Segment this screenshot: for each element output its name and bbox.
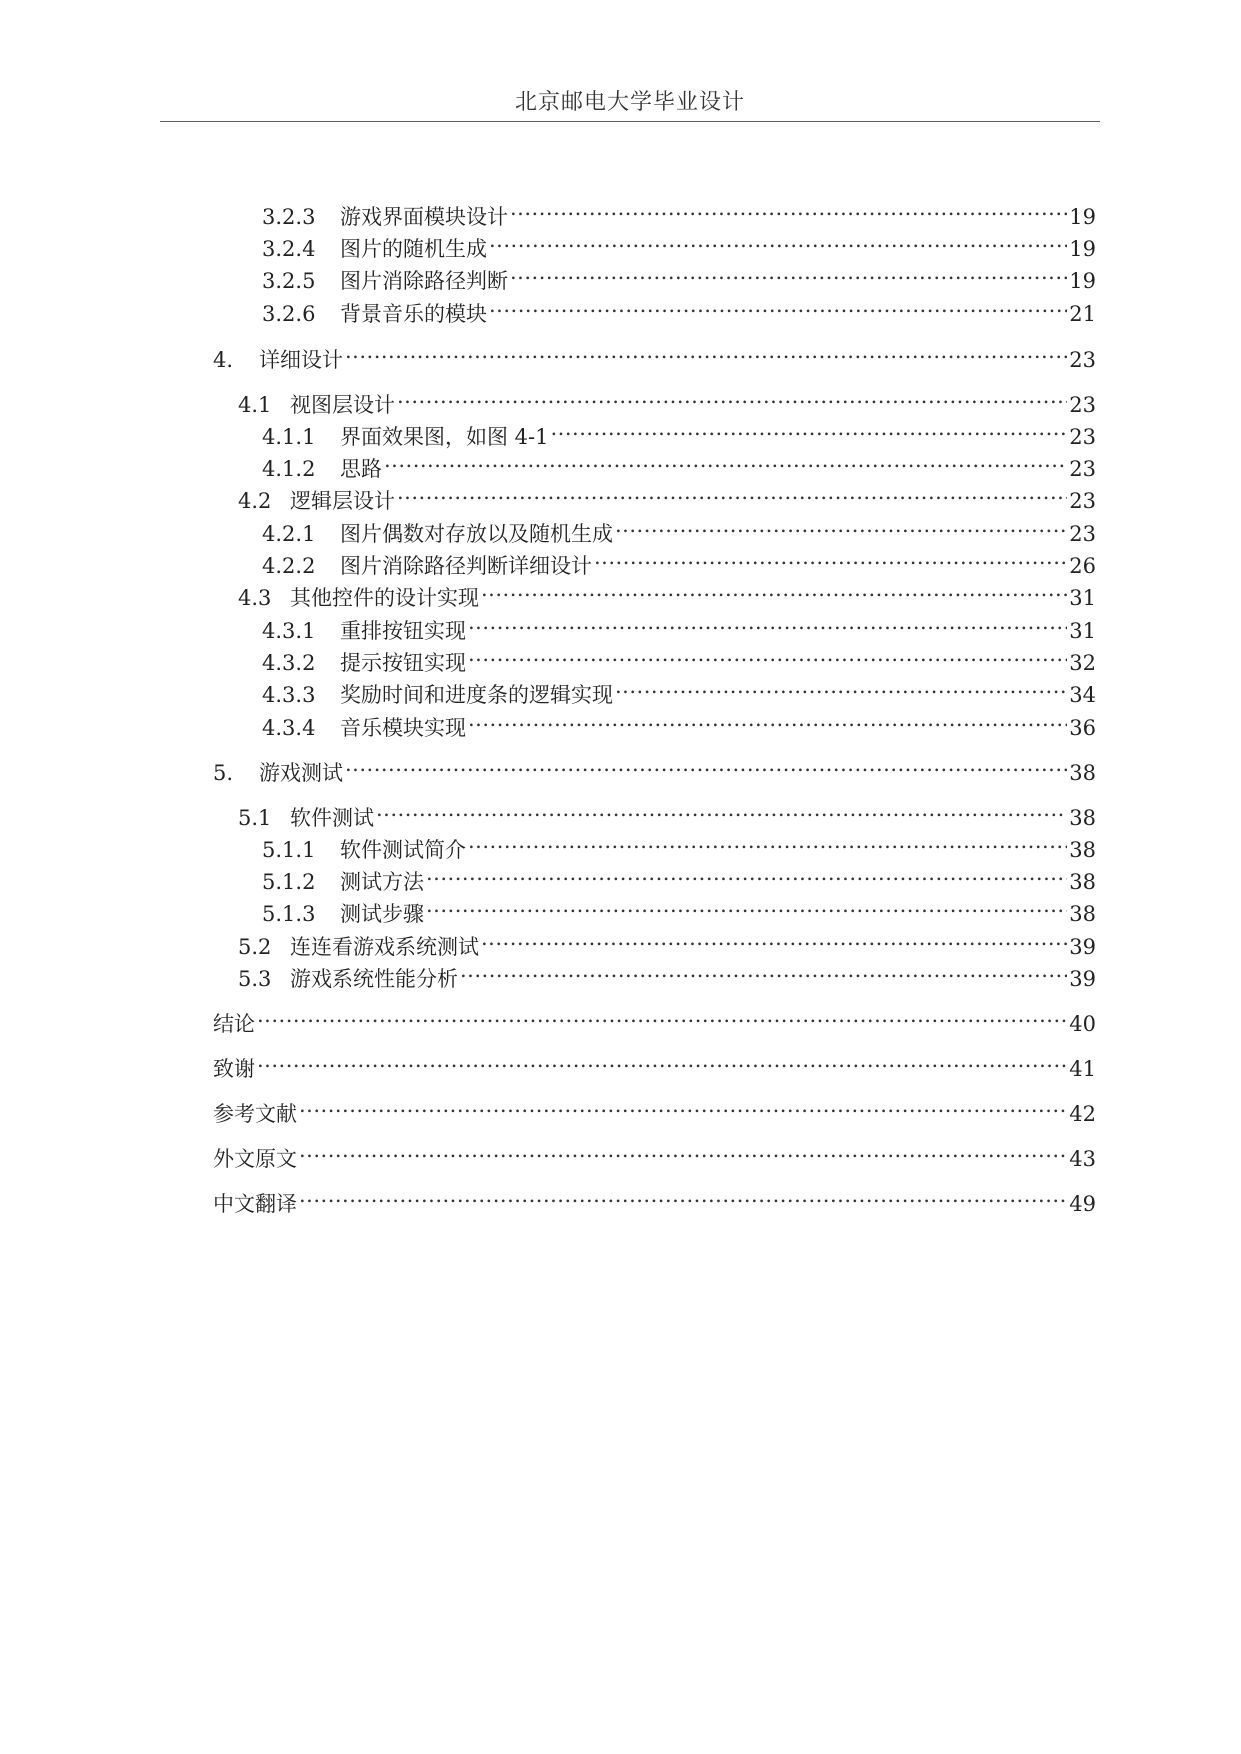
- toc-entry-number: 4.1.2: [262, 457, 316, 481]
- toc-dot-leader: [468, 606, 1067, 638]
- toc-entry-page: 34: [1069, 683, 1096, 707]
- toc-entry-4-2-1[interactable]: [262, 509, 1096, 546]
- toc-entry-page: 26: [1069, 554, 1096, 578]
- toc-entry-4-2-2[interactable]: [262, 541, 1096, 578]
- toc-dot-leader: [384, 444, 1067, 476]
- toc-entry-title: 重排按钮实现: [340, 619, 466, 643]
- toc-entry-3-2-5[interactable]: [262, 256, 1096, 293]
- toc-entry-title: 详细设计: [259, 348, 343, 372]
- toc-dot-leader: [594, 541, 1067, 573]
- toc-entry-page: 38: [1069, 838, 1096, 862]
- toc-dot-leader: [615, 509, 1067, 541]
- toc-dot-leader: [510, 192, 1067, 224]
- page-header-title: 北京邮电大学毕业设计: [514, 90, 745, 115]
- toc-entry-number: 4.1: [238, 393, 272, 417]
- toc-entry-title: 测试方法: [340, 870, 424, 894]
- toc-entry-page: 23: [1069, 348, 1096, 372]
- toc-entry-4-1-1[interactable]: [262, 412, 1096, 449]
- toc-entry-5-2[interactable]: [238, 922, 1096, 959]
- toc-dot-leader: [376, 793, 1067, 825]
- toc-entry-number: 5.: [213, 761, 234, 785]
- toc-entry-number: 3.2.3: [262, 205, 316, 229]
- toc-dot-leader: [345, 748, 1067, 780]
- toc-entry-4-3-1[interactable]: [262, 606, 1096, 643]
- toc-dot-leader: [345, 335, 1067, 367]
- toc-entry-page: 38: [1069, 761, 1096, 785]
- toc-dot-leader: [551, 412, 1068, 444]
- toc-entry-title: 游戏界面模块设计: [340, 205, 508, 229]
- toc-dot-leader: [468, 825, 1067, 857]
- toc-entry-chinese-translation[interactable]: [213, 1179, 1096, 1216]
- toc-entry-number: 5.2: [238, 935, 272, 959]
- header-divider: [160, 121, 1100, 122]
- toc-entry-5-1-2[interactable]: [262, 857, 1096, 894]
- toc-dot-leader: [489, 224, 1067, 256]
- toc-entry-4-2[interactable]: [238, 476, 1096, 513]
- toc-dot-leader: [481, 922, 1067, 954]
- toc-entry-title: 图片消除路径判断: [340, 269, 508, 293]
- toc-entry-number: 4.2: [238, 489, 272, 513]
- toc-entry-page: 19: [1069, 237, 1096, 261]
- toc-entry-title: 逻辑层设计: [290, 489, 395, 513]
- toc-dot-leader: [257, 999, 1067, 1031]
- toc-entry-page: 49: [1069, 1192, 1096, 1216]
- toc-entry-5-1-3[interactable]: [262, 889, 1096, 926]
- toc-entry-title: 图片消除路径判断详细设计: [340, 554, 592, 578]
- toc-entry-title: 游戏系统性能分析: [290, 967, 458, 991]
- toc-entry-number: 5.3: [238, 967, 272, 991]
- toc-entry-title: 音乐模块实现: [340, 716, 466, 740]
- toc-entry-page: 23: [1069, 457, 1096, 481]
- toc-dot-leader: [468, 703, 1067, 735]
- toc-entry-title: 视图层设计: [290, 393, 395, 417]
- toc-entry-references[interactable]: [213, 1089, 1096, 1126]
- toc-entry-5-1[interactable]: [238, 793, 1096, 830]
- toc-entry-number: 3.2.6: [262, 302, 316, 326]
- toc-entry-page: 23: [1069, 393, 1096, 417]
- toc-dot-leader: [397, 380, 1067, 412]
- toc-entry-title: 图片的随机生成: [340, 237, 487, 261]
- toc-entry-page: 36: [1069, 716, 1096, 740]
- toc-entry-number: 5.1.2: [262, 870, 316, 894]
- toc-dot-leader: [481, 573, 1067, 605]
- toc-entry-4-3[interactable]: [238, 573, 1096, 610]
- toc-dot-leader: [510, 256, 1067, 288]
- toc-entry-3-2-4[interactable]: [262, 224, 1096, 261]
- toc-entry-foreign-original[interactable]: [213, 1134, 1096, 1171]
- toc-entry-page: 39: [1069, 935, 1096, 959]
- toc-entry-number: 3.2.5: [262, 269, 316, 293]
- toc-entry-number: 5.1.1: [262, 838, 316, 862]
- toc-entry-number: 4.2.1: [262, 522, 316, 546]
- toc-entry-page: 23: [1069, 522, 1096, 546]
- toc-entry-title: 连连看游戏系统测试: [290, 935, 479, 959]
- toc-entry-4-1-2[interactable]: [262, 444, 1096, 481]
- toc-dot-leader: [615, 670, 1067, 702]
- toc-entry-number: 5.1: [238, 806, 272, 830]
- toc-entry-title: 背景音乐的模块: [340, 302, 487, 326]
- toc-entry-page: 19: [1069, 205, 1096, 229]
- toc-entry-page: 31: [1069, 619, 1096, 643]
- toc-entry-5-3[interactable]: [238, 954, 1096, 991]
- toc-entry-page: 31: [1069, 586, 1096, 610]
- toc-entry-page: 38: [1069, 870, 1096, 894]
- toc-entry-4-3-2[interactable]: [262, 638, 1096, 675]
- toc-dot-leader: [299, 1134, 1067, 1166]
- toc-entry-5[interactable]: [213, 748, 1096, 785]
- toc-entry-title: 提示按钮实现: [340, 651, 466, 675]
- toc-entry-title: 结论: [213, 1012, 255, 1036]
- toc-dot-leader: [489, 289, 1067, 321]
- toc-entry-number: 4.2.2: [262, 554, 316, 578]
- toc-entry-page: 40: [1069, 1012, 1096, 1036]
- toc-dot-leader: [468, 638, 1067, 670]
- toc-entry-title: 界面效果图，如图 4-1: [340, 425, 549, 449]
- toc-entry-title: 软件测试: [290, 806, 374, 830]
- toc-entry-4-3-4[interactable]: [262, 703, 1096, 740]
- toc-dot-leader: [257, 1044, 1067, 1076]
- toc-entry-title: 软件测试简介: [340, 838, 466, 862]
- toc-entry-title: 奖励时间和进度条的逻辑实现: [340, 683, 613, 707]
- toc-dot-leader: [299, 1089, 1067, 1121]
- toc-entry-page: 19: [1069, 269, 1096, 293]
- toc-entry-page: 42: [1069, 1102, 1096, 1126]
- toc-entry-page: 32: [1069, 651, 1096, 675]
- toc-entry-acknowledgements[interactable]: [213, 1044, 1096, 1081]
- toc-entry-title: 参考文献: [213, 1102, 297, 1126]
- toc-entry-title: 中文翻译: [213, 1192, 297, 1216]
- toc-entry-4-3-3[interactable]: [262, 670, 1096, 707]
- toc-entry-title: 思路: [340, 457, 382, 481]
- toc-entry-number: 4.3: [238, 586, 272, 610]
- toc-entry-4[interactable]: [213, 335, 1096, 372]
- toc-dot-leader: [460, 954, 1067, 986]
- toc-entry-page: 23: [1069, 425, 1096, 449]
- toc-entry-title: 外文原文: [213, 1147, 297, 1171]
- toc-entry-3-2-3[interactable]: [262, 192, 1096, 229]
- toc-entry-3-2-6[interactable]: [262, 289, 1096, 326]
- toc-entry-page: 23: [1069, 489, 1096, 513]
- toc-entry-page: 39: [1069, 967, 1096, 991]
- toc-entry-page: 43: [1069, 1147, 1096, 1171]
- toc-dot-leader: [397, 476, 1067, 508]
- toc-entry-page: 21: [1069, 302, 1096, 326]
- toc-entry-5-1-1[interactable]: [262, 825, 1096, 862]
- toc-dot-leader: [426, 889, 1067, 921]
- toc-dot-leader: [299, 1179, 1067, 1211]
- toc-entry-page: 38: [1069, 806, 1096, 830]
- toc-entry-number: 4.1.1: [262, 425, 316, 449]
- toc-entry-title: 图片偶数对存放以及随机生成: [340, 522, 613, 546]
- toc-entry-title: 其他控件的设计实现: [290, 586, 479, 610]
- toc-entry-title: 测试步骤: [340, 902, 424, 926]
- toc-entry-conclusion[interactable]: [213, 999, 1096, 1036]
- toc-entry-4-1[interactable]: [238, 380, 1096, 417]
- toc-dot-leader: [426, 857, 1067, 889]
- toc-entry-number: 5.1.3: [262, 902, 316, 926]
- toc-entry-number: 4.: [213, 348, 234, 372]
- toc-entry-number: 4.3.3: [262, 683, 316, 707]
- toc-entry-number: 4.3.4: [262, 716, 316, 740]
- toc-entry-title: 游戏测试: [259, 761, 343, 785]
- toc-entry-page: 41: [1069, 1057, 1096, 1081]
- toc-entry-number: 3.2.4: [262, 237, 316, 261]
- toc-entry-title: 致谢: [213, 1057, 255, 1081]
- toc-entry-page: 38: [1069, 902, 1096, 926]
- toc-entry-number: 4.3.1: [262, 619, 316, 643]
- toc-entry-number: 4.3.2: [262, 651, 316, 675]
